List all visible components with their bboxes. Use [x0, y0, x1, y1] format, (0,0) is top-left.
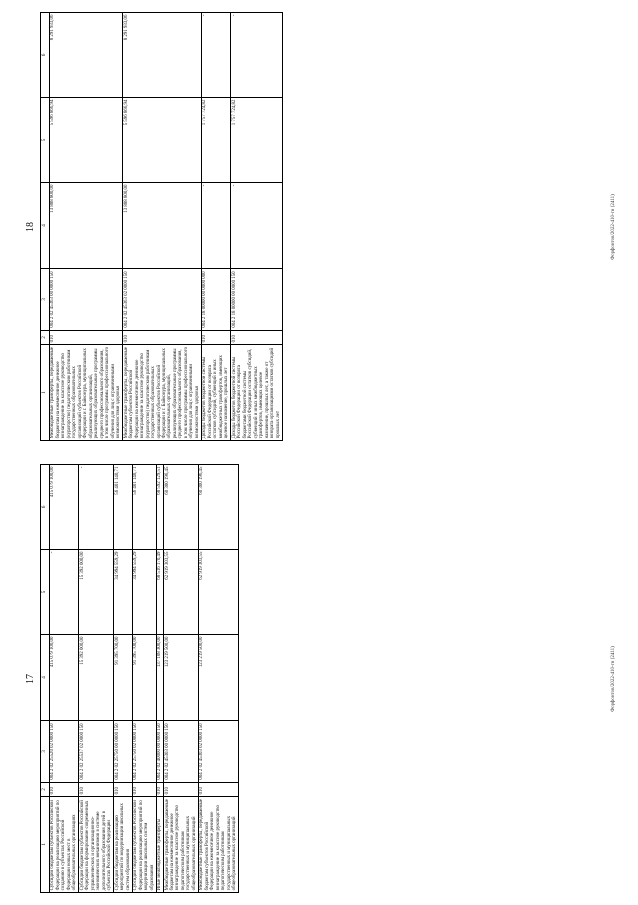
table-header-row	[41, 465, 50, 893]
row-approved: 13 888 800,00	[123, 183, 202, 269]
row-name: Субсидии бюджетам субъектов Российской Федерации на реализацию мероприятий по созданию в субъектах Российской Федерации новых мест в общеобразовательных организациях	[49, 797, 78, 893]
row-line-code: 010	[132, 783, 156, 797]
row-name: Субсидии бюджетам субъектов Российской Федерации на реализацию мероприятий по модернизации школьных систем образования	[132, 797, 156, 893]
row-name: Доходы бюджетов бюджетной системы Российской Федерации от возврата бюджетами бюджетной системы Российской Федерации остатков субсидий, субвенций и иных межбюджетных трансфертов, имеющих целевое назначение, прошлых лет, а также от возврата организациями остатков субсидий прошлых лет	[231, 345, 282, 441]
header-cell: 3	[41, 269, 50, 331]
row-unexecuted: 415 079 100,00	[49, 465, 78, 550]
table-header-row	[41, 13, 50, 441]
row-line-code: 010	[123, 331, 202, 345]
row-approved: -	[201, 183, 230, 269]
row-line-code: 010	[198, 783, 238, 797]
table-row	[114, 465, 132, 893]
row-approved: 123 219 500,00	[198, 635, 238, 721]
row-line-code: 010	[231, 331, 282, 345]
table-row	[198, 465, 238, 893]
row-executed: 5 596 866,94	[49, 98, 122, 183]
revenue-table	[40, 12, 283, 441]
row-name: Иные межбюджетные трансферты	[156, 797, 163, 893]
row-approved: 415 079 100,00	[49, 635, 78, 721]
revenue-table	[40, 464, 239, 893]
row-name: Субсидии бюджетам на реализацию мероприятий по модернизации школьных систем образования	[114, 797, 132, 893]
row-unexecuted: 60 300 196,45	[164, 465, 199, 550]
header-cell: 2	[41, 783, 50, 797]
row-name: Межбюджетные трансферты, передаваемые бюджетам субъектов Российской Федерации на ежемесячное денежное вознаграждение за классное руководство (кураторство) педагогическим работникам государственных образовательных организаций субъектов Российской Федерации и г. Байконура, муниципальных образовательных организаций, реализующих образовательные программы среднего профессионального образования, в том числе программы профессионального обучения для лиц с ограниченными возможностями здоровья	[123, 345, 202, 441]
row-executed: 1 757 724,82	[231, 98, 282, 183]
table-row	[123, 13, 202, 441]
row-line-code: 010	[49, 783, 78, 797]
row-approved: 13 888 800,00	[49, 183, 122, 269]
page-footer: Форфонтов/2022-410-гн (2411)	[611, 194, 616, 260]
page-17	[0, 453, 638, 905]
row-line-code: 010	[79, 783, 114, 797]
row-income-code: 004 2 02 25750 00 0000 150	[114, 721, 132, 783]
row-executed: 68 516 170,49	[156, 550, 163, 635]
row-line-code: 010	[201, 331, 230, 345]
row-income-code: 004 2 18 00000 00 0000 000	[201, 269, 230, 331]
table-row	[156, 465, 163, 893]
row-executed: 34 994 559,29	[132, 550, 156, 635]
row-income-code: 004 2 02 25520 02 0000 150	[49, 721, 78, 783]
header-cell: 5	[41, 98, 50, 183]
row-executed: 5 596 866,94	[123, 98, 202, 183]
table-row	[49, 13, 122, 441]
table-row	[201, 13, 230, 441]
row-unexecuted: 56 401 140,71	[132, 465, 156, 550]
row-unexecuted: -	[201, 13, 230, 98]
header-cell: 4	[41, 635, 50, 721]
row-line-code: 010	[156, 783, 163, 797]
row-approved: 91 395 700,00	[132, 635, 156, 721]
row-income-code: 004 2 02 45363 02 0000 150	[123, 269, 202, 331]
header-cell: 4	[41, 183, 50, 269]
table-row	[132, 465, 156, 893]
row-name: Межбюджетные трансферты, передаваемые бюджетам на ежемесячное денежное вознаграждение за классное руководство (кураторство) педагогическим работникам государственных образовательных организаций субъектов Российской Федерации и г. Байконура, муниципальных образовательных организаций, реализующих образовательные программы среднего профессионального образования, в том числе программы профессионального обучения для лиц с ограниченными возможностями здоровья	[49, 345, 122, 441]
row-income-code: 004 2 02 40000 00 0000 150	[156, 721, 163, 783]
row-line-code: 010	[114, 783, 132, 797]
row-income-code: 004 2 02 45363 00 0000 150	[49, 269, 122, 331]
row-unexecuted: 56 401 140,71	[114, 465, 132, 550]
header-cell: 3	[41, 721, 50, 783]
row-income-code: 004 2 18 00000 00 0000 150	[231, 269, 282, 331]
row-executed: 62 919 303,55	[198, 550, 238, 635]
page-footer: Форфонтов/2022-410-гн (2411)	[611, 646, 616, 712]
row-line-code: 010	[49, 331, 122, 345]
row-name: Доходы бюджетов бюджетной системы Российской Федерации от возврата остатков субсидий, субвенций и иных межбюджетных трансфертов, имеющих целевое назначение, прошлых лет	[201, 345, 230, 441]
row-income-code: 004 2 02 25537 02 0000 150	[79, 721, 114, 783]
row-unexecuted: 60 300 196,45	[198, 465, 238, 550]
header-cell: 2	[41, 331, 50, 345]
page-number: 18	[25, 222, 36, 232]
row-unexecuted: -	[79, 465, 114, 550]
row-income-code: 004 2 02 45303 02 0000 150	[198, 721, 238, 783]
header-cell: 5	[41, 550, 50, 635]
row-executed: 15 392 000,00	[79, 550, 114, 635]
header-cell: 6	[41, 465, 50, 550]
row-executed: -	[49, 550, 78, 635]
row-executed: 34 994 559,29	[114, 550, 132, 635]
header-cell: 1	[41, 797, 50, 893]
row-approved: -	[231, 183, 282, 269]
row-approved: 137 108 300,00	[156, 635, 163, 721]
row-executed: 62 919 303,55	[164, 550, 199, 635]
row-line-code: 010	[164, 783, 199, 797]
row-unexecuted: 8 291 933,06	[49, 13, 122, 98]
row-name: Межбюджетные трансферты, передаваемые бюджетам на ежемесячное денежное вознаграждение за классное руководство педагогическим работникам государственных и муниципальных общеобразовательных организаций	[164, 797, 199, 893]
row-name: Межбюджетные трансферты, передаваемые бюджетам субъектов Российской Федерации на ежемесячное денежное вознаграждение за классное руководство педагогическим работникам государственных и муниципальных общеобразовательных организаций	[198, 797, 238, 893]
row-executed: 1 757 724,82	[201, 98, 230, 183]
header-cell: 1	[41, 345, 50, 441]
table-row	[164, 465, 199, 893]
table-row	[231, 13, 282, 441]
row-income-code: 004 2 02 25750 02 0000 150	[132, 721, 156, 783]
row-name: Субсидии бюджетам субъектов Российской Федерации на формирование современных управленческих и организационно-экономических механизмов в системе дополнительного образования детей в субъектах Российской Федерации	[79, 797, 114, 893]
row-unexecuted: 8 291 933,06	[123, 13, 202, 98]
row-unexecuted: 68 592 129,51	[156, 465, 163, 550]
table-row	[79, 465, 114, 893]
row-unexecuted: -	[231, 13, 282, 98]
header-cell: 6	[41, 13, 50, 98]
table-row	[49, 465, 78, 893]
page-number: 17	[25, 674, 36, 684]
row-approved: 91 395 700,00	[114, 635, 132, 721]
row-approved: 15 392 000,00	[79, 635, 114, 721]
row-approved: 123 219 500,00	[164, 635, 199, 721]
page-18	[0, 1, 638, 453]
row-income-code: 004 2 02 45303 00 0000 150	[164, 721, 199, 783]
